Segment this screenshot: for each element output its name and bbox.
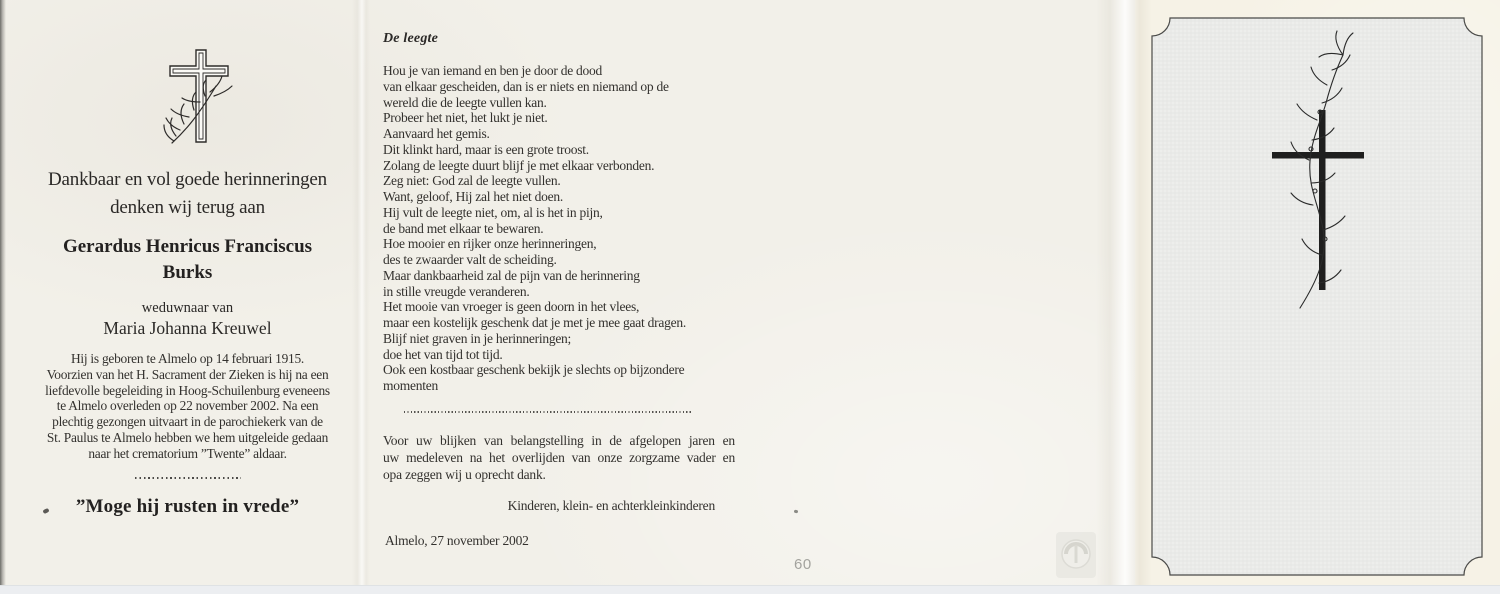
cross-with-wheat-icon bbox=[158, 46, 238, 148]
acknowledgement-line: opa zeggen wij u oprecht dank. bbox=[383, 467, 546, 482]
poem-line: Dit klinkt hard, maar is een grote troost. bbox=[383, 141, 589, 157]
poem-line: maar een kostelijk geschenk dat je met je mee gaat dragen. bbox=[383, 315, 686, 330]
right-panel-cover bbox=[1135, 0, 1500, 594]
biography-line: plechtig gezongen uitvaart in de parochiekerk van de bbox=[52, 414, 323, 430]
biography-line: St. Paulus te Almelo hebben we hem uitgeleide gedaan bbox=[46, 429, 329, 445]
dotted-divider-middle bbox=[404, 411, 692, 413]
poem-line: Want, geloof, Hij zal het niet doen. bbox=[383, 189, 563, 204]
decorative-frame bbox=[1152, 18, 1482, 575]
intro-line-2: denken wij terug aan bbox=[110, 197, 265, 218]
intro-text bbox=[15, 166, 360, 222]
deceased-name-line-1: Gerardus Henricus Franciscus bbox=[62, 236, 313, 257]
poem-line: Het mooie van vroeger is geen doorn in het vlees, bbox=[383, 299, 640, 315]
biography-line: Voorzien van het H. Sacrament der Zieken is hij na een bbox=[46, 366, 329, 382]
poem-line: Ook een kostbaar geschenk bekijk je slechts op bijzondere bbox=[383, 362, 685, 378]
left-panel bbox=[15, 0, 360, 594]
poem-line: doe het van tijd tot tijd. bbox=[383, 346, 503, 362]
biography-line: naar het crematorium ”Twente” aldaar. bbox=[88, 445, 287, 461]
poem-line: Hou je van iemand en ben je door de dood bbox=[383, 63, 603, 78]
poem-line: Maar dankbaarheid zal de pijn van de herinnering bbox=[383, 267, 640, 283]
deceased-name bbox=[15, 234, 360, 286]
poem-line: Hij vult de leegte niet, om, al is het in pijn, bbox=[383, 204, 603, 220]
poem-line: van elkaar gescheiden, dan is er niets en niemand op de bbox=[383, 78, 669, 94]
poem-line: Aanvaard het gemis. bbox=[383, 126, 490, 141]
poem-line: de band met elkaar te bewaren. bbox=[383, 220, 544, 236]
scan-edge-left bbox=[0, 0, 6, 594]
poem-line: Zolang de leegte duurt blijf je met elkaar verbonden. bbox=[383, 157, 655, 173]
biography-text bbox=[15, 351, 360, 462]
scan-edge-bottom bbox=[0, 585, 1500, 594]
poem-line: Hoe mooier en rijker onze herinneringen, bbox=[383, 236, 597, 252]
ink-speck bbox=[794, 510, 799, 514]
cross-with-laurel-icon bbox=[1149, 15, 1485, 578]
spouse-name: Maria Johanna Kreuwel bbox=[103, 318, 272, 338]
date-line: Almelo, 27 november 2002 bbox=[385, 533, 529, 548]
biography-line: te Almelo overleden op 22 november 2002. Na een bbox=[56, 398, 319, 414]
fold-crease-right bbox=[1096, 0, 1152, 594]
poem-line: momenten bbox=[383, 378, 438, 393]
intro-line-1: Dankbaar en vol goede herinneringen bbox=[48, 169, 327, 190]
acknowledgement-line: Voor uw blijken van belangstelling in de afgelopen jaren en bbox=[383, 433, 735, 448]
poem-line: wereld die de leegte vullen kan. bbox=[383, 94, 547, 110]
relation-label: weduwnaar van bbox=[141, 300, 234, 316]
poem-title: De leegte bbox=[383, 31, 439, 46]
fold-crease-left bbox=[352, 0, 370, 594]
poem-line: des te zwaarder valt de scheiding. bbox=[383, 252, 557, 267]
signature-line: Kinderen, klein- en achterkleinkinderen bbox=[507, 498, 715, 513]
page-number: 60 bbox=[794, 556, 812, 573]
acknowledgement-text bbox=[383, 432, 735, 483]
biography-line: Hij is geboren te Almelo op 14 februari 1915. bbox=[70, 351, 305, 366]
poem-line: Probeer het niet, het lukt je niet. bbox=[383, 110, 548, 126]
poem-line: Blijf niet graven in je herinneringen; bbox=[383, 330, 572, 346]
middle-panel bbox=[383, 0, 743, 594]
poem-line: in stille vreugde veranderen. bbox=[383, 283, 530, 299]
poem-line: Zeg niet: God zal de leegte vullen. bbox=[383, 173, 561, 189]
biography-line: liefdevolle begeleiding in Hoog-Schuilenburg eveneens bbox=[45, 382, 330, 398]
acknowledgement-line: uw medeleven na het overlijden van onze zorgzame vader en bbox=[383, 450, 735, 465]
closing-quote: ”Moge hij rusten in vrede” bbox=[75, 496, 300, 517]
publisher-stamp-icon bbox=[1055, 531, 1097, 579]
dotted-divider-left bbox=[135, 477, 241, 479]
poem-text bbox=[383, 63, 723, 394]
deceased-name-line-2: Burks bbox=[162, 262, 213, 283]
